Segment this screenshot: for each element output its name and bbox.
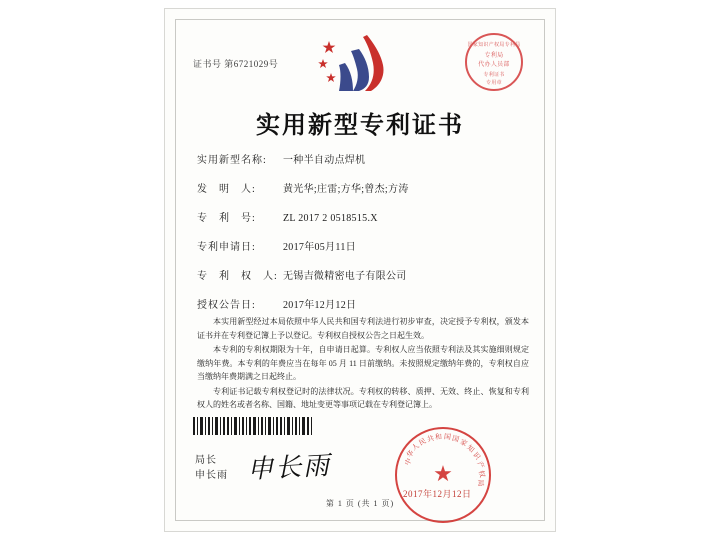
field-row: [197, 180, 527, 195]
top-seal-line-5: 专用章: [486, 81, 502, 86]
field-row: [197, 151, 527, 166]
signature-title: 局长: [195, 455, 217, 466]
body-paragraph: 本实用新型经过本局依照中华人民共和国专利法进行初步审查，决定授予专利权，颁发本证书并在专利登记簿上予以登记。专利权自授权公告之日起生效。: [197, 317, 529, 340]
seal-star-icon: ★: [433, 460, 453, 486]
page-footer: 第 1 页 (共 1 页): [325, 499, 395, 508]
field-value: 黄光华;庄雷;方华;曾杰;方涛: [283, 184, 409, 195]
top-seal-line-3: 代办人员部: [478, 62, 510, 68]
field-label: 专 利 权 人:: [197, 271, 278, 282]
certificate-sheet: [164, 8, 556, 532]
field-value: 无锡吉微精密电子有限公司: [283, 271, 407, 282]
field-value: 一种半自动点焊机: [283, 155, 366, 166]
field-label: 实用新型名称:: [197, 155, 267, 166]
signature-name: 申长雨: [195, 470, 228, 481]
certificate-serial-number: 证书号 第6721029号: [193, 59, 279, 69]
patent-office-stamp-icon: [465, 33, 523, 91]
field-value: ZL 2017 2 0518515.X: [283, 213, 378, 224]
body-paragraph: 专利证书记载专利权登记时的法律状况。专利权的转移、质押、无效、终止、恢复和专利权人的姓名或者名称、国籍、地址变更等事项记载在专利登记簿上。: [197, 386, 529, 409]
seal-date: 2017年12月12日: [403, 489, 472, 499]
top-seal-line-1: 国家知识产权局专利局: [467, 43, 521, 48]
field-row: [197, 267, 527, 282]
field-label: 发 明 人:: [197, 184, 256, 195]
field-label: 专 利 号:: [197, 213, 256, 224]
seal-ring-text: 中 华 人 民 共 和 国 国 家 知 识 产 权 局: [403, 432, 487, 487]
field-row: [197, 238, 527, 253]
certificate-fields: [197, 151, 527, 325]
barcode: [193, 417, 313, 435]
top-seal-line-2: 专利局: [484, 53, 504, 59]
field-row: [197, 209, 527, 224]
certificate-body-text: [197, 315, 529, 413]
body-paragraph: 本专利的专利权期限为十年，自申请日起算。专利权人应当依照专利法及其实施细则规定缴纳年费。本专利的年费应当在每年 05 月 11 日前缴纳。未按照规定缴纳年费的，专利权自应当缴纳年费期满之日起终止。: [197, 345, 529, 381]
handwritten-signature: 申长雨: [246, 450, 332, 486]
field-value: 2017年05月11日: [283, 242, 356, 253]
signature-block: [195, 453, 228, 483]
field-row: [197, 296, 527, 311]
field-label: 授权公告日:: [197, 300, 256, 311]
top-seal-line-4: 专利证书: [483, 73, 505, 78]
page-title: 实用新型专利证书: [256, 111, 464, 139]
field-value: 2017年12月12日: [283, 300, 357, 311]
field-label: 专利申请日:: [197, 242, 256, 253]
patent-office-logo-icon: [315, 31, 415, 101]
